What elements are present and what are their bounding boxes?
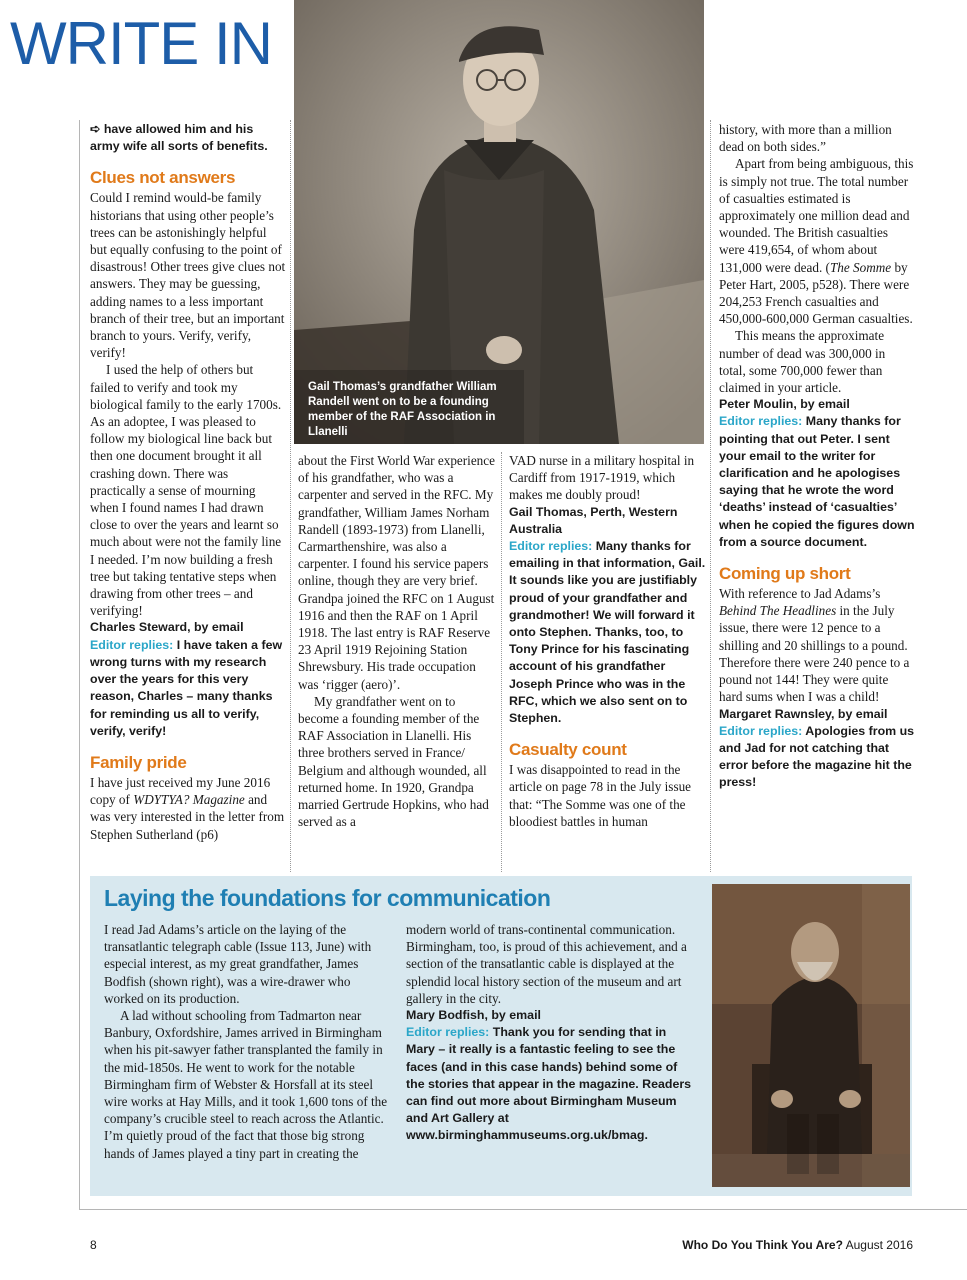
heading-coming-up-short: Coming up short xyxy=(719,564,851,584)
column-separator xyxy=(710,120,711,872)
book-title: The Somme xyxy=(829,259,892,275)
column-3 xyxy=(509,452,707,830)
letter-paragraph: history, with more than a million dead on both sides.” xyxy=(719,122,892,155)
heading-casualty-count: Casualty count xyxy=(509,740,627,760)
feature-box-heading: Laying the foundations for communication xyxy=(104,885,551,911)
letter-paragraph xyxy=(719,585,915,705)
editor-label: Editor replies: xyxy=(509,539,593,554)
editor-text: Many thanks for emailing in that information, Gail. It sounds like you are justifiably proud of your grandfather and grandmother! We will forward it onto Stephen. Thanks, too, to Tony Prince for his fascinating account of his grandfather Joseph Prince who was in the RFC, which we also sent on to Stephen. xyxy=(509,539,706,726)
letter-paragraph: I read Jad Adams’s article on the laying of the transatlantic telegraph cable (Issue 113, June) with especial interest, as my great grandfather, James Bodfish (shown right), was a wire-drawer who worked on its production. xyxy=(104,922,372,1006)
editor-text: Many thanks for pointing that out Peter. I sent your email to the writer for clarification and he apologises saying that he wrote the word ‘deaths’ instead of ‘casualties’ when he copied the figures down from a source document. xyxy=(719,414,915,549)
letter-paragraph: VAD nurse in a military hospital in Cardiff from 1917-1919, which makes me doubly proud! xyxy=(509,453,695,503)
text-run: With reference to Jad Adams’s xyxy=(719,586,881,602)
photo-caption: Gail Thomas’s grandfather William Randell went on to be a founding member of the RAF Association in Llanelli xyxy=(308,381,497,438)
letter-paragraph: Could I remind would-be family historians that using other people’s trees can be astonishingly helpful but equally confusing to the point of disastrous! Other trees give clues not answers. They may be guessing, adding names to a less important branch of their tree, but an important branch to yours. Verify, verify, verify! xyxy=(90,190,286,361)
feature-left-column xyxy=(104,921,388,1162)
editor-text: I have taken a few wrong turns with my research over the years for this very reason, Charles – many thanks for reminding us all to verify, verify, verify! xyxy=(90,637,283,738)
editor-reply xyxy=(719,723,915,792)
heading-family-pride: Family pride xyxy=(90,752,187,772)
text-run: Apart from being ambiguous, this is simply not true. The total number of casualties estimated is approximately one million dead and wounded. The British casualties were 419,654, of whom about 131,000 were dead. ( xyxy=(719,156,914,275)
heading-clues: Clues not answers xyxy=(90,168,236,188)
editor-label: Editor replies: xyxy=(90,637,174,652)
column-separator xyxy=(290,120,291,872)
text-run: by Peter Hart, 2005, p528). There were 204,253 French casualties and 450,000-600,000 German casualties. xyxy=(719,259,913,327)
letter-paragraph xyxy=(90,774,286,843)
editor-reply xyxy=(719,413,915,551)
letter-paragraph: modern world of trans-continental communication. Birmingham, too, is proud of this achievement, and a section of the transatlantic cable is displayed at the splendid local history section of the museum and art gallery in the city. xyxy=(406,922,687,1006)
editor-reply xyxy=(406,1024,696,1144)
letter-byline: Charles Steward, by email xyxy=(90,620,244,635)
running-footer xyxy=(682,1238,913,1252)
feature-right-column xyxy=(406,921,696,1145)
magazine-title: WDYTYA? Magazine xyxy=(133,792,245,808)
letter-paragraph: This means the approximate number of dead was 300,000 in total, some 700,000 fewer than claimed in your article. xyxy=(719,328,886,396)
letter-paragraph: I was disappointed to read in the article on page 78 in the July issue that: “The Somme was one of the bloodiest battles in human xyxy=(509,762,692,829)
letter-paragraph: about the First World War experience of his grandfather, who was a carpenter and served in the RFC. My grandfather, William James Norham Randell (1893-1973) from Llanelli, Carmarthenshire, was also a carpenter. I found his service papers online, though they are very brief. Grandpa joined the RFC on 1 August 1916 and then the RAF on 1 April 1918. The last entry is RAF Reserve 23 April 1919 Rejoining Station Shrewsbury. His trade occupation was ‘rigger (aero)’. xyxy=(298,453,495,692)
continued-lead xyxy=(90,121,286,155)
left-rule xyxy=(79,120,80,1210)
column-separator xyxy=(501,452,502,872)
soldier-photo xyxy=(294,0,704,444)
text-run: I have just received my June 2016 copy of xyxy=(90,774,271,808)
column-2 xyxy=(298,452,496,830)
text-run: in the July issue, there were 12 pence to a shilling and 20 shillings to a pound. Therefore there were 240 pence to a pound not 144! They were quite hard sums when I was a child! xyxy=(719,603,910,705)
editor-reply xyxy=(509,538,707,727)
column-1 xyxy=(90,121,286,843)
letter-byline: Margaret Rawnsley, by email xyxy=(719,706,888,721)
page-number: 8 xyxy=(90,1238,97,1252)
letter-paragraph: My grandfather went on to become a founding member of the RAF Association in Llanelli. His three brothers served in France/ Belgium and although wounded, all returned home. In 1920, Grandpa married Gertrude Hopkins, who had served as a xyxy=(298,693,489,830)
letter-byline: Peter Moulin, by email xyxy=(719,397,850,412)
editor-text: Apologies from us and Jad for not catching that error before the magazine hit the press! xyxy=(719,723,915,790)
editor-text: Thank you for sending that in Mary – it really is a fantastic feeling to see the faces (and in this case hands) behind some of the stories that appear in the magazine. Readers can find out more about Birmingham Museum and Art Gallery at www.birminghammuseums.org.uk/bmag. xyxy=(406,1025,692,1143)
continued-arrow-icon: ➪ xyxy=(90,122,104,136)
letter-paragraph: A lad without schooling from Tadmarton near Banbury, Oxfordshire, James arrived in Birmingham when his pit-sawyer father transplanted the family in the mid-1850s. He went to work for the notable Birmingham firm of Webster & Horsfall at its steel wire works at Hay Mills, and it took 1,600 tons of the company’s crucible steel to reach across the Atlantic. I’m quietly proud of the fact that those big strong hands of James played a tiny part in creating the xyxy=(104,1008,388,1161)
letter-paragraph: I used the help of others but failed to verify and took my biological family to the early 1700s. As an adoptee, I was pleased to follow my biological line back but then one document brought it all crashing down. There was practically a sense of mourning when I found names I had drawn close to over the years and learnt so much about were not the family line I needed. I’m now building a fresh tree but taking tentative steps when drawing from other trees – and verifying! xyxy=(90,362,282,619)
bodfish-photo xyxy=(712,884,910,1187)
section-title: WRITE IN xyxy=(10,10,272,77)
editor-label: Editor replies: xyxy=(719,414,803,429)
seated-man-portrait-image xyxy=(712,884,910,1187)
issue-date: August 2016 xyxy=(842,1238,913,1252)
text-run: and was very interested in the letter from Stephen Sutherland (p6) xyxy=(90,792,285,842)
magazine-name: Who Do You Think You Are? xyxy=(682,1238,843,1252)
lead-text: have allowed him and his army wife all sorts of benefits. xyxy=(90,122,268,154)
editor-reply xyxy=(90,637,286,740)
letter-paragraph xyxy=(719,155,915,327)
letter-byline: Mary Bodfish, by email xyxy=(406,1008,541,1023)
letter-byline: Gail Thomas, Perth, Western Australia xyxy=(509,504,678,536)
editor-label: Editor replies: xyxy=(719,723,803,738)
editor-label: Editor replies: xyxy=(406,1025,490,1040)
column-4 xyxy=(719,121,915,792)
soldier-portrait-image xyxy=(294,0,704,444)
article-title: Behind The Headlines xyxy=(719,603,837,619)
bottom-rule xyxy=(79,1209,967,1210)
